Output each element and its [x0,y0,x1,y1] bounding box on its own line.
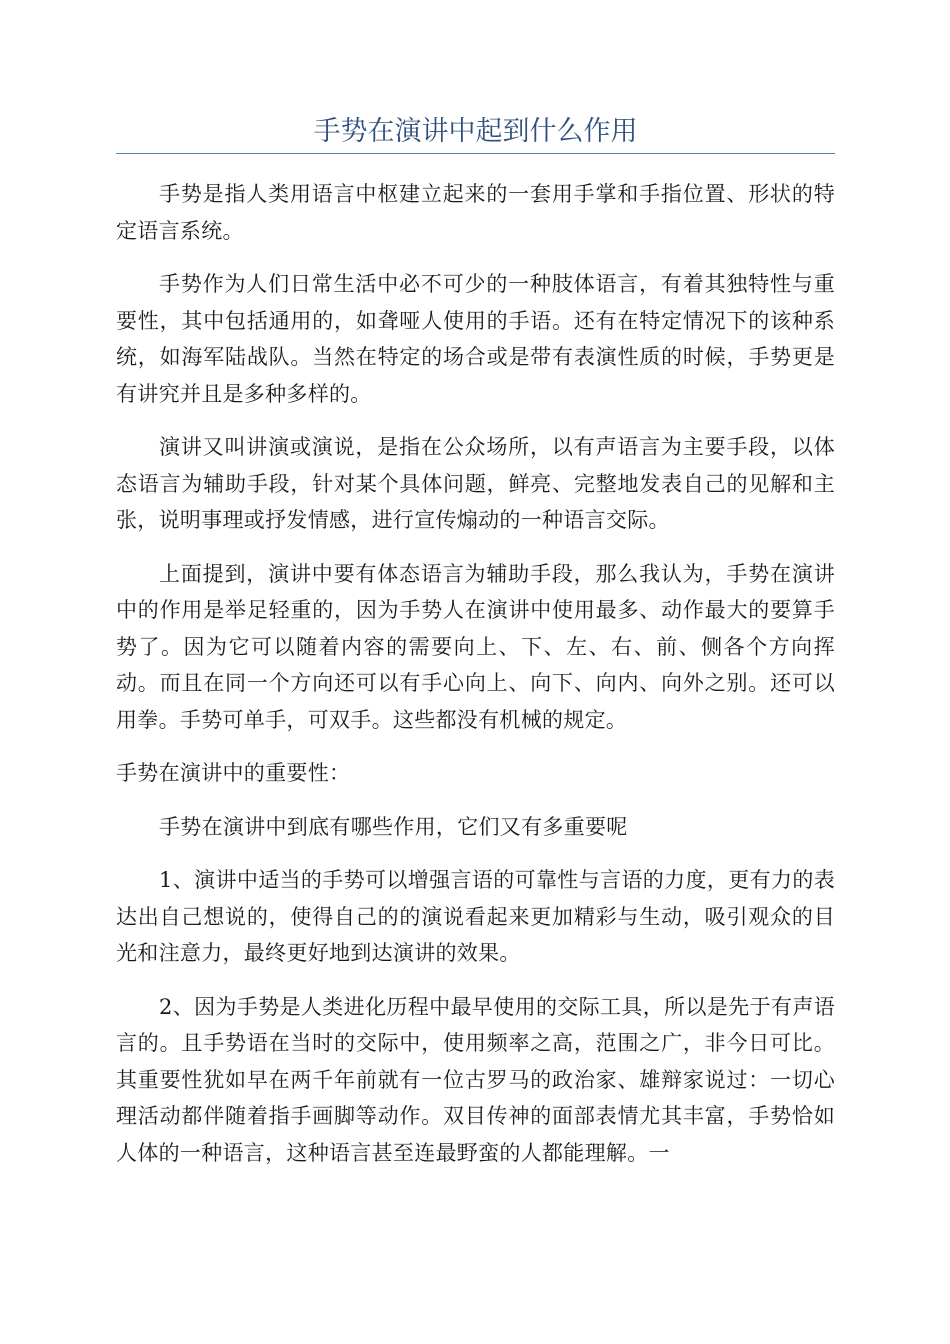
paragraph-question: 手势在演讲中到底有哪些作用，它们又有多重要呢 [159,814,628,839]
document-title: 手势在演讲中起到什么作用 [313,116,638,147]
paragraph-gesture-role: 上面提到，演讲中要有体态语言为辅助手段，那么我认为，手势在演讲中的作用是举足轻重的，因为手势人在演讲中使用最多、动作最大的要算手势了。因为它可以随着内容的需要向上、下、左、右、前、侧各个方向挥动。而且在同一个方向还可以有手心向上、向下、向内、向外之别。还可以用拳。手势可单手，可双手。这些都没有机械的规定。 [116,561,835,732]
paragraph-body-language: 手势作为人们日常生活中必不可少的一种肢体语言，有着其独特性与重要性，其中包括通用的，如聋哑人使用的手语。还有在特定情况下的该种系统，如海军陆战队。当然在特定的场合或是带有表演性质的时候，手势更是有讲究并且是多种多样的。 [116,272,835,406]
paragraph-definition: 手势是指人类用语言中枢建立起来的一套用手掌和手指位置、形状的特定语言系统。 [116,182,835,243]
document-body [116,176,835,1188]
section-heading-importance: 手势在演讲中的重要性： [116,761,351,785]
paragraph-point-1: 1、演讲中适当的手势可以增强言语的可靠性与言语的力度，更有力的表达出自己想说的，使得自己的的演说看起来更加精彩与生动，吸引观众的目光和注意力，最终更好地到达演讲的效果。 [116,868,835,965]
paragraph-speech-definition: 演讲又叫讲演或演说，是指在公众场所，以有声语言为主要手段，以体态语言为辅助手段，针对某个具体问题，鲜亮、完整地发表自己的见解和主张，说明事理或抒发情感，进行宣传煽动的一种语言交际。 [116,435,835,532]
title-underline [116,153,835,154]
paragraph-point-2: 2、因为手势是人类进化历程中最早使用的交际工具，所以是先于有声语言的。且手势语在当时的交际中，使用频率之高，范围之广，非今日可比。其重要性犹如早在两千年前就有一位古罗马的政治家、雄辩家说过：一切心理活动都伴随着指手画脚等动作。双目传神的面部表情尤其丰富，手势恰如人体的一种语言，这种语言甚至连最野蛮的人都能理解。一 [116,994,835,1165]
